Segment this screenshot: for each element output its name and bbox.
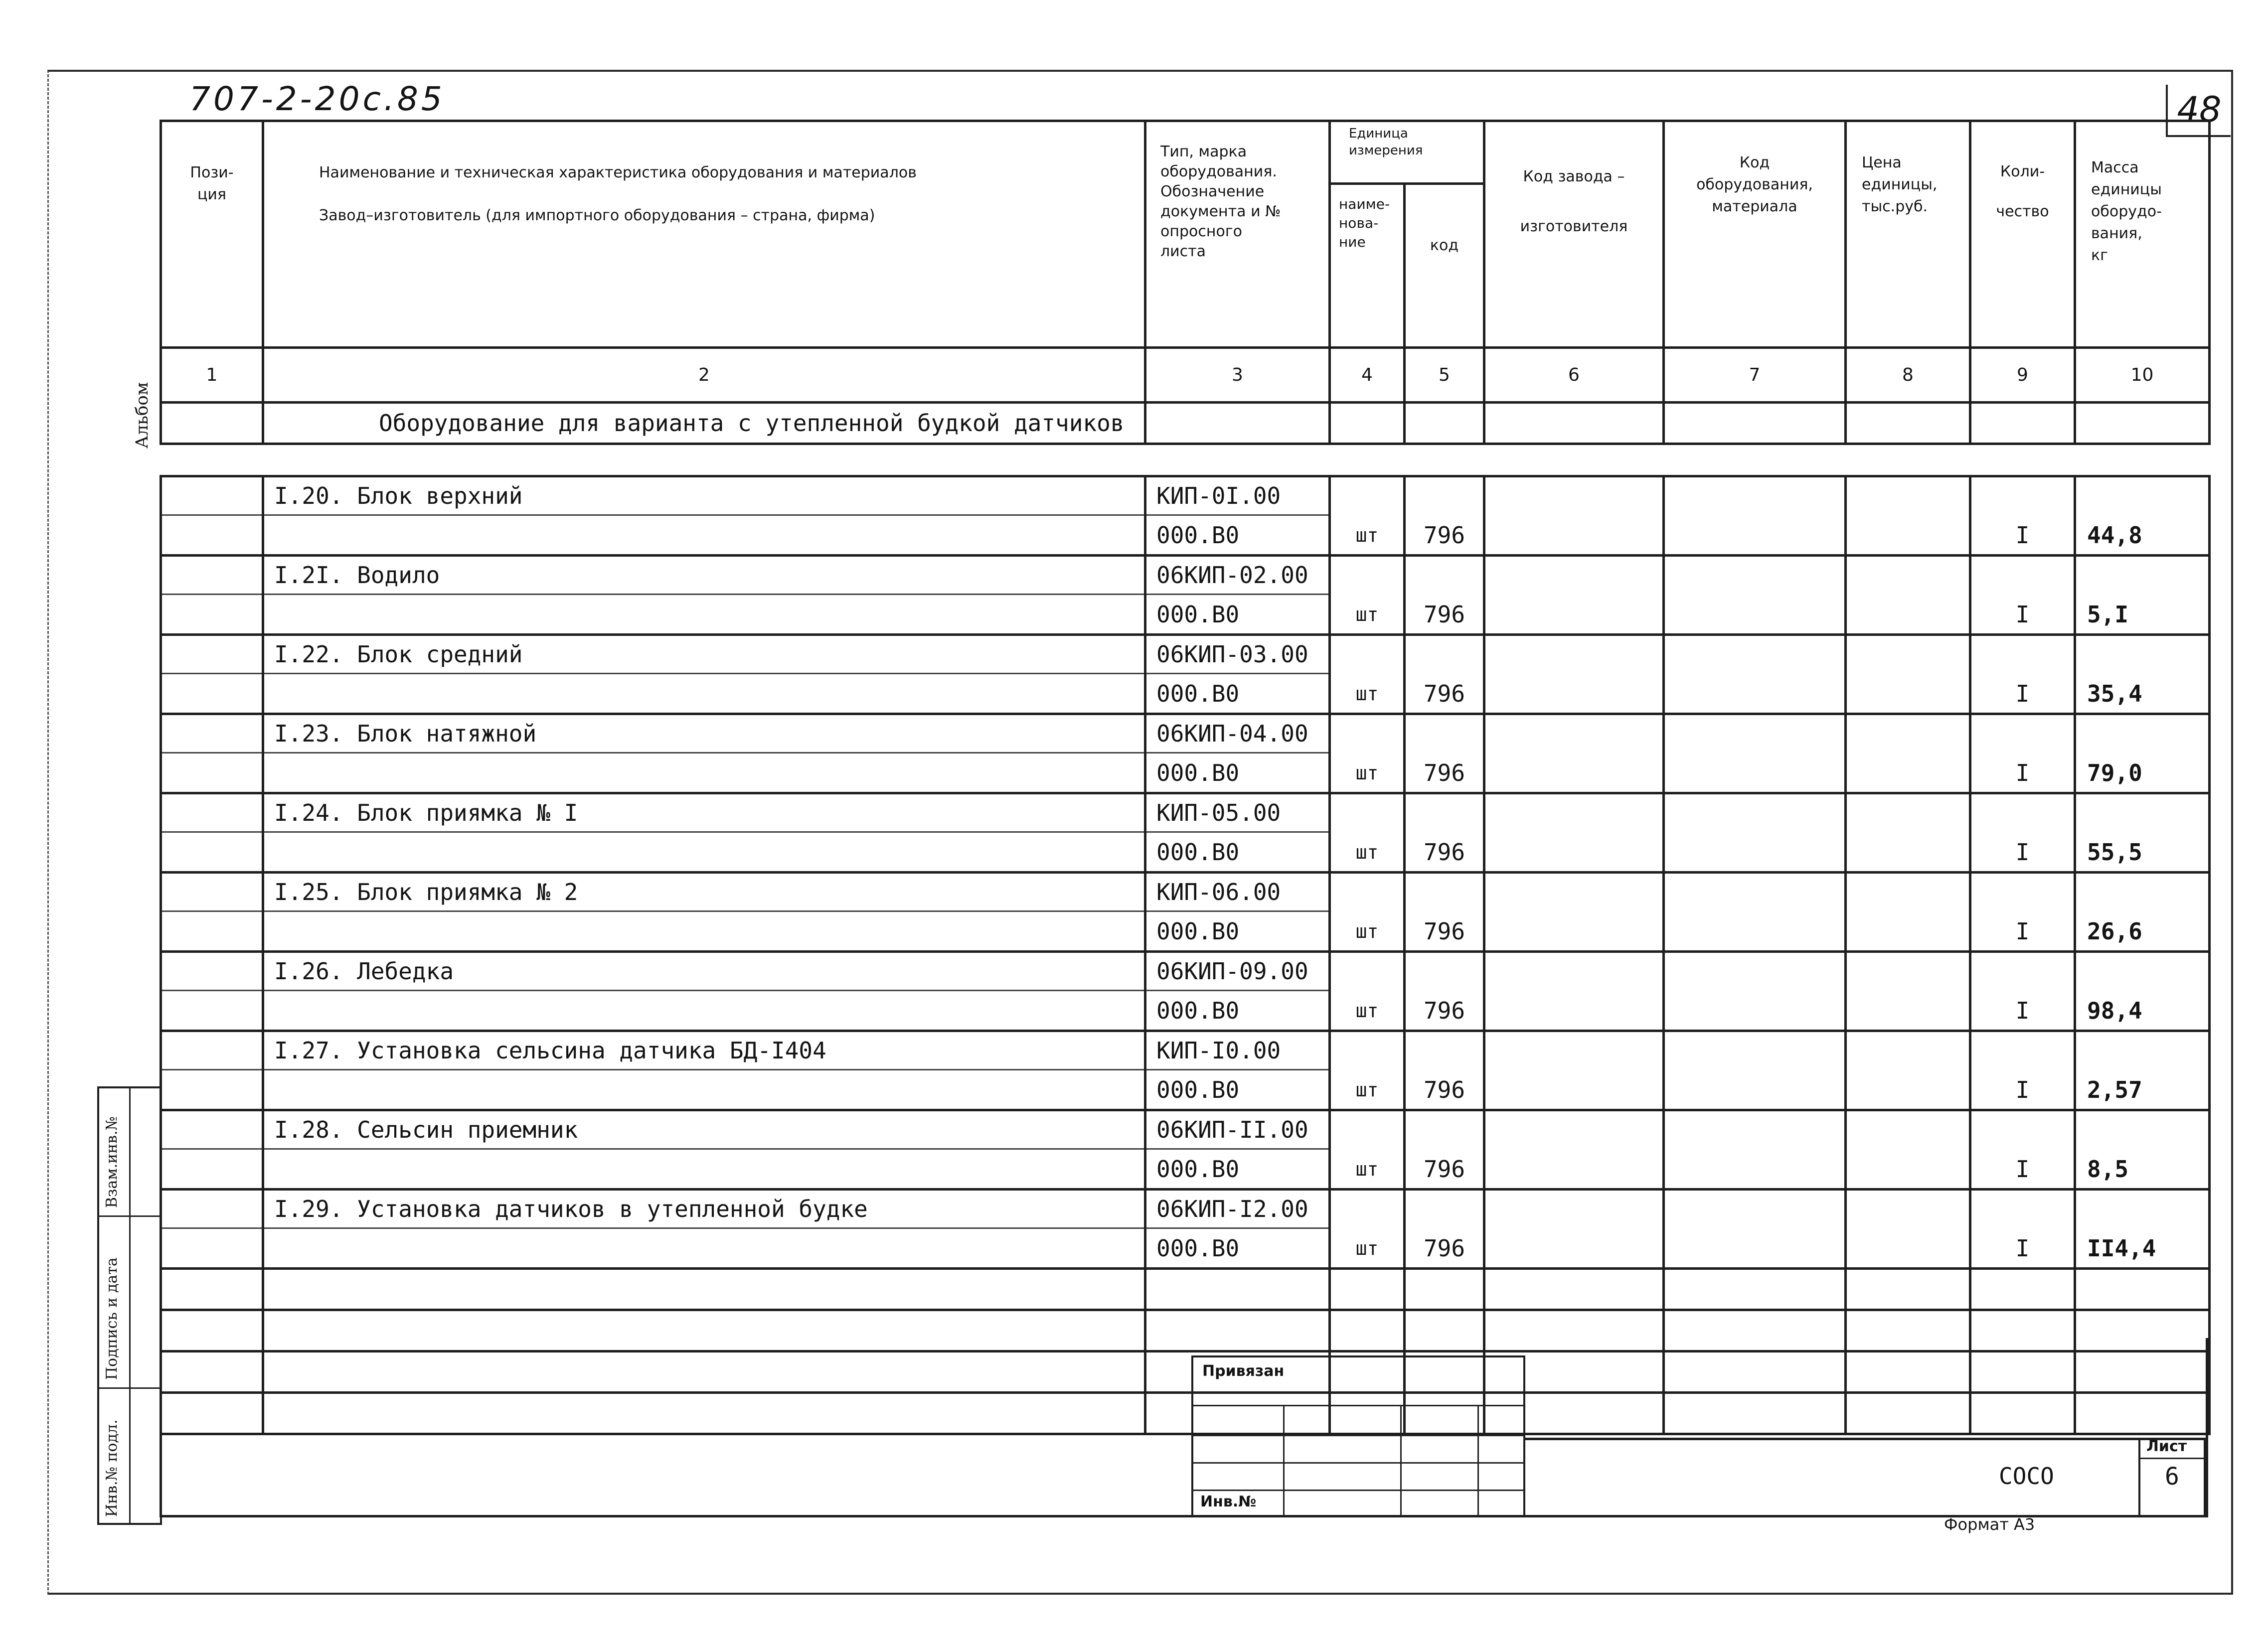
item-quantity-cell <box>1970 793 2075 873</box>
bound-stamp <box>1191 1355 1525 1517</box>
item-row <box>161 1031 2210 1110</box>
blank-row <box>161 1310 2210 1351</box>
item-type-cell <box>1145 873 1330 952</box>
original-inv-label: Инв.№ подл. <box>103 1419 121 1517</box>
blank-cell <box>1664 1269 1846 1310</box>
item-equipment-code-cell <box>1664 635 1846 714</box>
item-name-top: I.27. Установка сельсина датчика БД-I404 <box>264 1032 1144 1070</box>
item-quantity-bottom: I <box>2015 521 2030 549</box>
item-equipment-code-cell <box>1664 714 1846 793</box>
item-row <box>161 1190 2210 1269</box>
item-price-cell <box>1846 556 1970 635</box>
colnum-10: 10 <box>2075 348 2210 403</box>
item-unit-cell <box>1330 635 1405 714</box>
item-plant-code-cell <box>1484 556 1664 635</box>
item-type-cell <box>1145 1110 1330 1190</box>
item-quantity-cell <box>1970 873 2075 952</box>
item-row <box>161 793 2210 873</box>
item-quantity-bottom: I <box>2015 838 2030 866</box>
item-type-bottom: 000.В0 <box>1156 1234 1240 1262</box>
blank-cell <box>263 1310 1145 1351</box>
item-equipment-code-cell <box>1664 873 1846 952</box>
item-code-cell <box>1405 556 1484 635</box>
item-unit-bottom: шт <box>1355 999 1379 1022</box>
section-title-row <box>161 403 2210 444</box>
item-name-top: I.28. Сельсин приемник <box>264 1111 1144 1150</box>
item-unit-bottom: шт <box>1355 1237 1379 1259</box>
item-row <box>161 873 2210 952</box>
item-name-top: I.26. Лебедка <box>264 953 1144 991</box>
bound-label: Привязан <box>1202 1362 1285 1380</box>
item-plant-code-cell <box>1484 1110 1664 1190</box>
colnum-5: 5 <box>1405 348 1484 403</box>
item-quantity-cell <box>1970 952 2075 1031</box>
item-type-top: 06КИП-I2.00 <box>1146 1191 1328 1229</box>
item-unit-bottom: шт <box>1355 1078 1379 1101</box>
item-name-cell <box>263 556 1145 635</box>
item-unit-cell <box>1330 1190 1405 1269</box>
item-quantity-bottom: I <box>2015 1076 2030 1103</box>
item-type-cell <box>1145 1031 1330 1110</box>
item-name-cell <box>263 635 1145 714</box>
item-plant-code-cell <box>1484 793 1664 873</box>
item-quantity-bottom: I <box>2015 680 2030 707</box>
colnum-8: 8 <box>1846 348 1970 403</box>
item-row <box>161 1110 2210 1190</box>
item-type-bottom: 000.В0 <box>1156 1076 1240 1103</box>
blank-cell <box>1970 1351 2075 1393</box>
header-price: Цена единицы, тыс.руб. <box>1846 121 1970 348</box>
item-code-bottom: 796 <box>1423 680 1465 707</box>
item-unit-bottom: шт <box>1355 761 1379 784</box>
item-position-cell <box>161 1110 263 1190</box>
item-name-cell <box>263 1190 1145 1269</box>
item-position-cell <box>161 556 263 635</box>
title-block-line <box>1525 1438 2208 1440</box>
item-name-top: I.24. Блок приямка № I <box>264 794 1144 833</box>
item-type-bottom: 000.В0 <box>1156 997 1240 1024</box>
item-mass-cell <box>2075 952 2210 1031</box>
item-mass-bottom: 55,5 <box>2087 838 2142 866</box>
colnum-3: 3 <box>1145 348 1330 403</box>
blank-cell <box>161 1269 263 1310</box>
blank-cell <box>1484 1269 1664 1310</box>
item-mass-bottom: 35,4 <box>2087 680 2142 707</box>
item-plant-code-cell <box>1484 1190 1664 1269</box>
album-label: Альбом <box>132 382 152 449</box>
item-unit-cell <box>1330 1110 1405 1190</box>
item-type-top: 06КИП-03.00 <box>1146 636 1328 674</box>
item-type-cell <box>1145 793 1330 873</box>
item-name-cell <box>263 1110 1145 1190</box>
colnum-1: 1 <box>161 348 263 403</box>
item-row <box>161 714 2210 793</box>
header-name-line1: Наименование и техническая характеристика оборудования и материалов <box>319 164 917 181</box>
item-name-cell <box>263 793 1145 873</box>
item-name-cell <box>263 1031 1145 1110</box>
colnum-9: 9 <box>1970 348 2075 403</box>
stamp-code: СОСО <box>1999 1463 2054 1490</box>
item-mass-bottom: 5,I <box>2087 600 2129 628</box>
item-equipment-code-cell <box>1664 1110 1846 1190</box>
item-unit-cell <box>1330 714 1405 793</box>
item-position-cell <box>161 1190 263 1269</box>
item-type-cell <box>1145 476 1330 556</box>
item-position-cell <box>161 952 263 1031</box>
item-price-cell <box>1846 1031 1970 1110</box>
blank-cell <box>1405 1269 1484 1310</box>
item-type-bottom: 000.В0 <box>1156 680 1240 707</box>
item-mass-cell <box>2075 1031 2210 1110</box>
item-type-cell <box>1145 714 1330 793</box>
item-type-top: КИП-I0.00 <box>1146 1032 1328 1070</box>
item-plant-code-cell <box>1484 1031 1664 1110</box>
item-quantity-bottom: I <box>2015 759 2030 786</box>
item-unit-bottom: шт <box>1355 841 1379 863</box>
blank-cell <box>161 1310 263 1351</box>
blank-cell <box>1970 1393 2075 1434</box>
item-code-cell <box>1405 952 1484 1031</box>
item-quantity-cell <box>1970 556 2075 635</box>
item-mass-cell <box>2075 476 2210 556</box>
sheet-number: 6 <box>2165 1463 2179 1491</box>
item-type-top: КИП-05.00 <box>1146 794 1328 833</box>
item-code-bottom: 796 <box>1423 1155 1465 1183</box>
item-mass-bottom: 44,8 <box>2087 521 2142 549</box>
item-code-bottom: 796 <box>1423 997 1465 1024</box>
column-numbers-row <box>161 348 2210 403</box>
header-unit-name: наиме- нова- ние <box>1330 183 1405 347</box>
item-type-top: 06КИП-II.00 <box>1146 1111 1328 1150</box>
blank-cell <box>1484 1310 1664 1351</box>
blank-cell <box>263 1393 1145 1434</box>
item-unit-bottom: шт <box>1355 1158 1379 1180</box>
colnum-4: 4 <box>1330 348 1405 403</box>
item-quantity-bottom: I <box>2015 1234 2030 1262</box>
signature-date-label: Подпись и дата <box>103 1257 121 1380</box>
item-unit-cell <box>1330 793 1405 873</box>
colnum-6: 6 <box>1484 348 1664 403</box>
item-unit-cell <box>1330 952 1405 1031</box>
item-code-bottom: 796 <box>1423 1234 1465 1262</box>
item-unit-bottom: шт <box>1355 524 1379 546</box>
side-stamp <box>97 1086 162 1525</box>
item-price-cell <box>1846 873 1970 952</box>
item-position-cell <box>161 1031 263 1110</box>
item-mass-cell <box>2075 714 2210 793</box>
sheet-box <box>2138 1438 2206 1517</box>
bottom-right-line <box>2206 1338 2208 1517</box>
item-plant-code-cell <box>1484 714 1664 793</box>
blank-row <box>161 1351 2210 1393</box>
item-name-top: I.25. Блок приямка № 2 <box>264 874 1144 912</box>
item-price-cell <box>1846 1190 1970 1269</box>
blank-cell <box>2075 1393 2210 1434</box>
item-code-cell <box>1405 714 1484 793</box>
document-code: 707-2-20с.85 <box>189 80 445 118</box>
item-price-cell <box>1846 952 1970 1031</box>
item-code-bottom: 796 <box>1423 1076 1465 1103</box>
item-position-cell <box>161 635 263 714</box>
blank-cell <box>1970 1269 2075 1310</box>
item-mass-cell <box>2075 793 2210 873</box>
blank-cell <box>1330 1310 1405 1351</box>
item-equipment-code-cell <box>1664 1031 1846 1110</box>
item-plant-code-cell <box>1484 952 1664 1031</box>
item-type-bottom: 000.В0 <box>1156 759 1240 786</box>
replaced-inv-label: Взам.инв.№ <box>103 1116 121 1208</box>
item-mass-bottom: 79,0 <box>2087 759 2142 786</box>
item-type-bottom: 000.В0 <box>1156 600 1240 628</box>
item-type-bottom: 000.В0 <box>1156 838 1240 866</box>
blank-cell <box>263 1351 1145 1393</box>
item-mass-bottom: 8,5 <box>2087 1155 2129 1183</box>
item-code-cell <box>1405 793 1484 873</box>
colnum-2: 2 <box>263 348 1145 403</box>
item-name-cell <box>263 476 1145 556</box>
item-type-bottom: 000.В0 <box>1156 917 1240 945</box>
item-row <box>161 952 2210 1031</box>
sheet-label: Лист <box>2146 1438 2187 1455</box>
item-quantity-cell <box>1970 635 2075 714</box>
section-title: Оборудование для варианта с утепленной будкой датчиков <box>263 403 1145 444</box>
item-unit-cell <box>1330 556 1405 635</box>
item-equipment-code-cell <box>1664 476 1846 556</box>
item-unit-cell <box>1330 873 1405 952</box>
item-name-cell <box>263 952 1145 1031</box>
item-type-bottom: 000.В0 <box>1156 1155 1240 1183</box>
bottom-left-line <box>160 1338 162 1517</box>
item-quantity-cell <box>1970 714 2075 793</box>
header-position: Пози- ция <box>161 121 263 348</box>
header-row <box>161 121 2210 184</box>
item-unit-bottom: шт <box>1355 603 1379 625</box>
blank-cell <box>2075 1351 2210 1393</box>
item-position-cell <box>161 873 263 952</box>
item-price-cell <box>1846 714 1970 793</box>
item-row <box>161 476 2210 556</box>
item-code-cell <box>1405 635 1484 714</box>
item-unit-bottom: шт <box>1355 682 1379 705</box>
item-type-bottom: 000.В0 <box>1156 521 1240 549</box>
item-type-cell <box>1145 1190 1330 1269</box>
item-type-cell <box>1145 556 1330 635</box>
header-unit-group: Единица измерения <box>1330 121 1484 184</box>
item-code-cell <box>1405 873 1484 952</box>
item-quantity-cell <box>1970 476 2075 556</box>
header-name-line2: Завод–изготовитель (для импортного оборудования – страна, фирма) <box>319 207 875 224</box>
item-code-cell <box>1405 1110 1484 1190</box>
item-quantity-cell <box>1970 1190 2075 1269</box>
header-mass: Масса единицы оборудо- вания, кг <box>2075 121 2210 348</box>
colnum-7: 7 <box>1664 348 1846 403</box>
item-mass-bottom: 2,57 <box>2087 1076 2142 1103</box>
item-row <box>161 635 2210 714</box>
blank-cell <box>1405 1310 1484 1351</box>
item-mass-bottom: 26,6 <box>2087 917 2142 945</box>
item-code-bottom: 796 <box>1423 838 1465 866</box>
item-mass-cell <box>2075 556 2210 635</box>
item-name-top: I.29. Установка датчиков в утепленной будке <box>264 1191 1144 1229</box>
item-name-cell <box>263 714 1145 793</box>
blank-cell <box>1664 1393 1846 1434</box>
blank-cell <box>1664 1310 1846 1351</box>
blank-cell <box>1846 1393 1970 1434</box>
item-name-cell <box>263 873 1145 952</box>
blank-cell <box>2075 1269 2210 1310</box>
header-plant-code: Код завода – изготовителя <box>1484 121 1664 348</box>
header-quantity: Коли- чество <box>1970 121 2075 348</box>
header-type: Тип, марка оборудования. Обозначение документа и № опросного листа <box>1145 121 1330 348</box>
item-code-bottom: 796 <box>1423 917 1465 945</box>
blank-cell <box>161 1393 263 1434</box>
item-code-bottom: 796 <box>1423 600 1465 628</box>
item-price-cell <box>1846 1110 1970 1190</box>
header-equipment-code: Код оборудования, материала <box>1664 121 1846 348</box>
item-unit-cell <box>1330 1031 1405 1110</box>
item-unit-bottom: шт <box>1355 920 1379 942</box>
blank-cell <box>1145 1269 1330 1310</box>
item-plant-code-cell <box>1484 873 1664 952</box>
item-price-cell <box>1846 476 1970 556</box>
item-quantity-bottom: I <box>2015 600 2030 628</box>
blank-cell <box>263 1269 1145 1310</box>
blank-row <box>161 1393 2210 1434</box>
item-mass-bottom: II4,4 <box>2087 1234 2156 1262</box>
item-price-cell <box>1846 793 1970 873</box>
item-name-top: I.2I. Водило <box>264 557 1144 595</box>
item-unit-cell <box>1330 476 1405 556</box>
item-type-top: КИП-06.00 <box>1146 874 1328 912</box>
item-type-cell <box>1145 952 1330 1031</box>
item-type-top: КИП-0I.00 <box>1146 477 1328 516</box>
item-position-cell <box>161 476 263 556</box>
item-code-bottom: 796 <box>1423 521 1465 549</box>
item-type-cell <box>1145 635 1330 714</box>
item-equipment-code-cell <box>1664 1190 1846 1269</box>
bottom-frame-line <box>160 1515 2208 1517</box>
item-position-cell <box>161 714 263 793</box>
items-table <box>160 475 2211 1435</box>
item-name-top: I.22. Блок средний <box>264 636 1144 674</box>
item-equipment-code-cell <box>1664 793 1846 873</box>
blank-cell <box>1145 1310 1330 1351</box>
blank-cell <box>1970 1310 2075 1351</box>
item-quantity-cell <box>1970 1031 2075 1110</box>
item-mass-cell <box>2075 635 2210 714</box>
item-quantity-bottom: I <box>2015 917 2030 945</box>
blank-cell <box>161 1351 263 1393</box>
item-code-cell <box>1405 1031 1484 1110</box>
item-mass-cell <box>2075 1110 2210 1190</box>
header-name <box>263 121 1145 348</box>
inv-label: Инв.№ <box>1200 1493 1257 1510</box>
item-quantity-bottom: I <box>2015 997 2030 1024</box>
blank-cell <box>1664 1351 1846 1393</box>
item-mass-cell <box>2075 1190 2210 1269</box>
specification-table <box>160 120 2211 445</box>
item-price-cell <box>1846 635 1970 714</box>
item-name-top: I.20. Блок верхний <box>264 477 1144 516</box>
item-mass-bottom: 98,4 <box>2087 997 2142 1024</box>
item-code-cell <box>1405 476 1484 556</box>
header-unit-code: код <box>1405 183 1484 347</box>
sheet-corner-number: 48 <box>2166 85 2231 137</box>
item-plant-code-cell <box>1484 476 1664 556</box>
blank-cell <box>2075 1310 2210 1351</box>
format-label: Формат А3 <box>1944 1515 2035 1534</box>
item-name-top: I.23. Блок натяжной <box>264 715 1144 753</box>
item-quantity-bottom: I <box>2015 1155 2030 1183</box>
item-quantity-cell <box>1970 1110 2075 1190</box>
blank-cell <box>1846 1351 1970 1393</box>
item-equipment-code-cell <box>1664 952 1846 1031</box>
item-plant-code-cell <box>1484 635 1664 714</box>
item-mass-cell <box>2075 873 2210 952</box>
blank-cell <box>1846 1310 1970 1351</box>
item-type-top: 06КИП-02.00 <box>1146 557 1328 595</box>
blank-cell <box>1846 1269 1970 1310</box>
item-type-top: 06КИП-04.00 <box>1146 715 1328 753</box>
item-row <box>161 556 2210 635</box>
item-type-top: 06КИП-09.00 <box>1146 953 1328 991</box>
item-code-bottom: 796 <box>1423 759 1465 786</box>
blank-cell <box>1330 1269 1405 1310</box>
item-position-cell <box>161 793 263 873</box>
item-code-cell <box>1405 1190 1484 1269</box>
blank-row <box>161 1269 2210 1310</box>
item-equipment-code-cell <box>1664 556 1846 635</box>
